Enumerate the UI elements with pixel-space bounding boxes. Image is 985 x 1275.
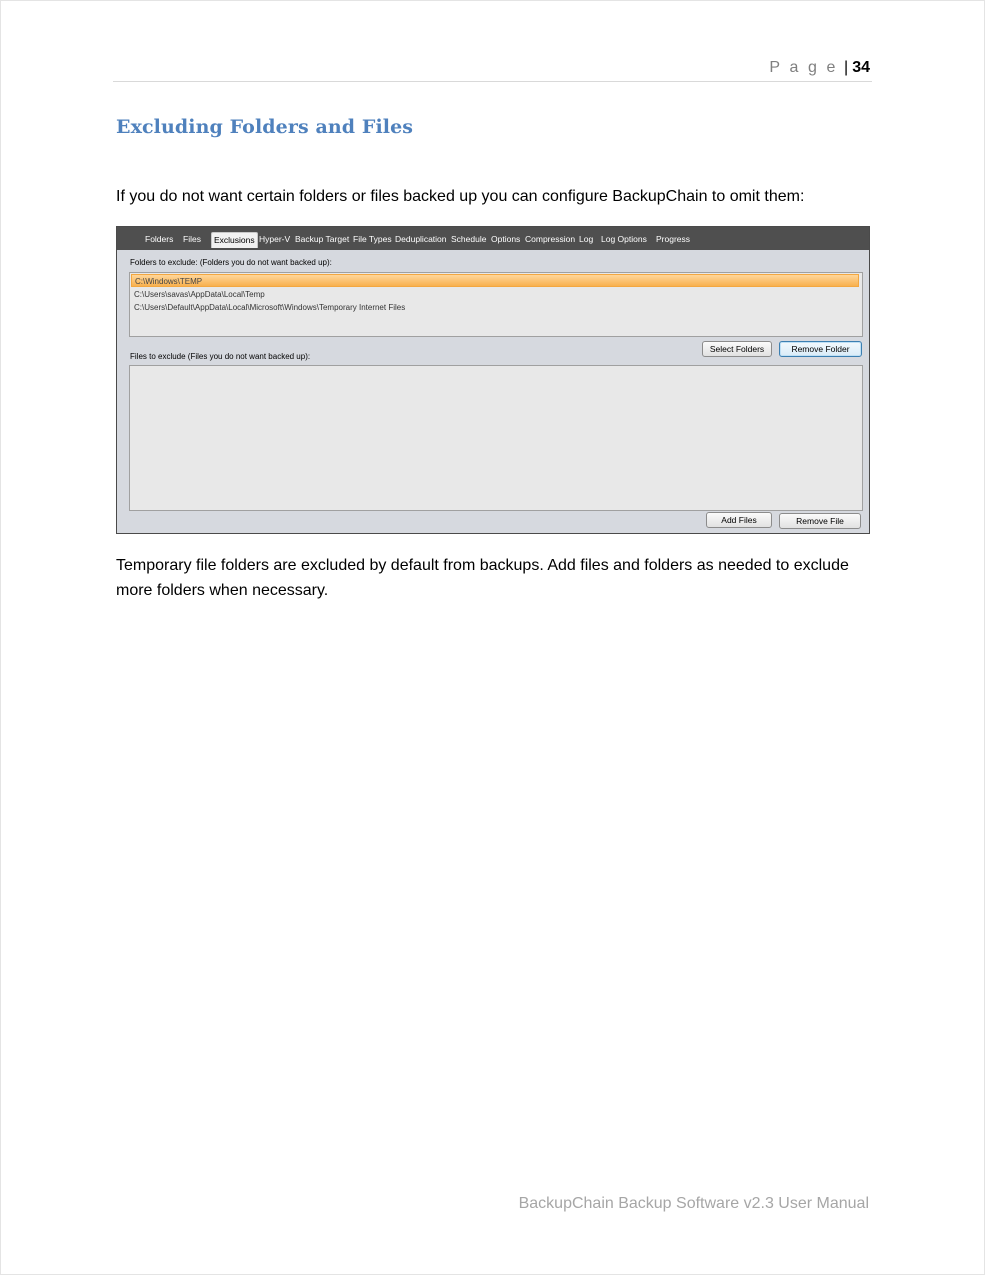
page-number: 34 [852,59,870,76]
files-list[interactable] [129,365,863,511]
folders-to-exclude-label: Folders to exclude: (Folders you do not want backed up): [130,258,332,267]
body-paragraph: Temporary file folders are excluded by default from backups. Add files and folders as needed to exclude more folders when necessary. [116,557,849,599]
tab-bar [117,227,869,250]
tab-progress[interactable]: Progress [656,234,691,244]
page-separator: | [844,59,849,76]
remove-folder-button[interactable]: Remove Folder [779,341,862,357]
page-label: P a g e [769,59,839,76]
tab-log-options[interactable]: Log Options [601,234,647,244]
add-files-button[interactable]: Add Files [706,512,772,528]
exclusions-screenshot [116,226,870,534]
folders-list[interactable] [129,272,863,337]
files-to-exclude-label: Files to exclude (Files you do not want backed up): [130,352,311,361]
footer: BackupChain Backup Software v2.3 User Manual [518,1195,869,1212]
tab-backup-target[interactable]: Backup Target [295,234,350,244]
tab-file-types[interactable]: File Types [353,234,392,244]
tab-folders[interactable]: Folders [145,234,174,244]
select-folders-button[interactable]: Select Folders [702,341,772,357]
intro-paragraph: If you do not want certain folders or files backed up you can configure BackupChain to omit them: [116,188,805,205]
page-header [769,59,870,77]
tab-deduplication[interactable]: Deduplication [395,234,447,244]
section-title: Excluding Folders and Files [116,116,414,138]
folder-row[interactable]: C:\Users\Default\AppData\Local\Microsoft\Windows\Temporary Internet Files [134,303,406,312]
tab-hyper-v[interactable]: Hyper-V [259,234,291,244]
folder-row[interactable]: C:\Users\savas\AppData\Local\Temp [134,290,265,299]
tab-log[interactable]: Log [579,234,594,244]
header-rule [113,81,872,82]
tab-exclusions[interactable]: Exclusions [211,232,258,248]
tab-compression[interactable]: Compression [525,234,576,244]
tab-options[interactable]: Options [491,234,521,244]
folder-row-selected[interactable]: C:\Windows\TEMP [131,274,859,287]
tab-schedule[interactable]: Schedule [451,234,487,244]
tab-files[interactable]: Files [183,234,201,244]
remove-file-button[interactable]: Remove File [779,513,861,529]
